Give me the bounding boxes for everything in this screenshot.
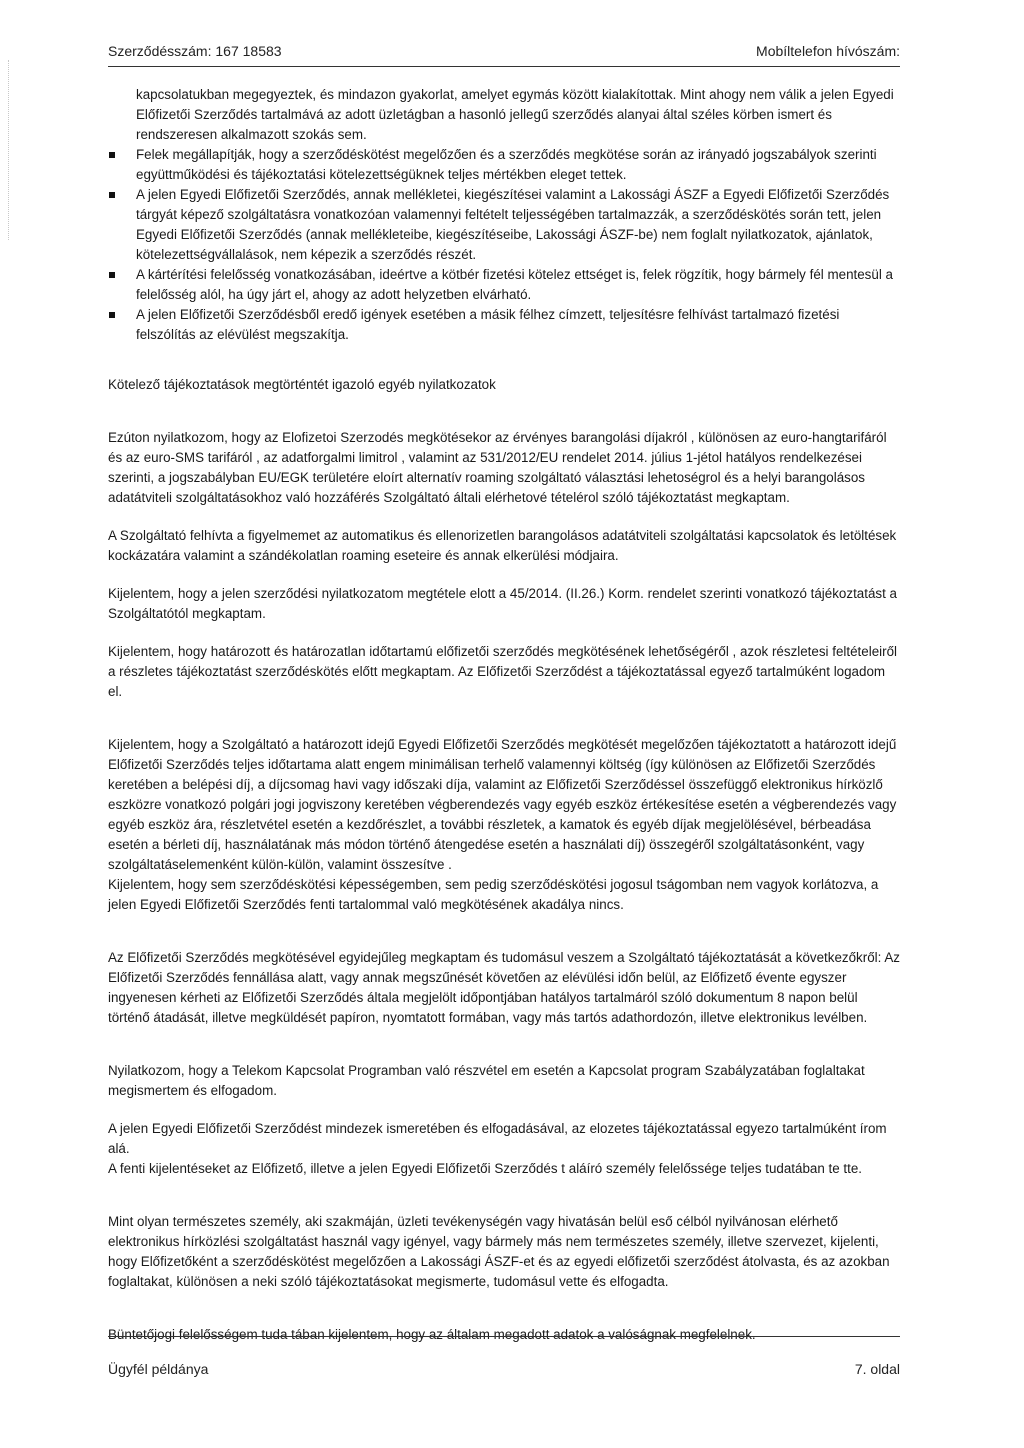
bullet-list xyxy=(108,145,900,345)
footer-divider xyxy=(108,1336,900,1337)
decree-statement: Kijelentem, hogy a jelen szerződési nyilatkozatom megtétele elott a 45/2014. (II.26.) Korm. rendelet szerinti vonatkozó tájékoztatást a Szolgáltatótól megkaptam. xyxy=(108,586,897,621)
cost-information-statement: Kijelentem, hogy a Szolgáltató a határozott idejű Egyedi Előfizetői Szerződés megkötését megelőzően tájékoztatott a határozott idejű Előfizetői Szerződés teljes időtartama alatt engem minimálisan terhelő valamennyi költség (így különösen az Előfizetői Szerződés keretében a belépési díj, a díjcsomag havi vagy időszaki díja, valamint az Előfizetői Szerződéssel összefüggő elektronikus hírközlő eszközre vonatkozó polgári jogi jogviszony keretében végberendezés vagy egyéb eszköz értékesítése esetén a végberendezés vagy egyéb eszköz ára, részletvétel esetén a kezdőrészlet, a további részletek, a kamatok és egyéb díjak megjelölésével, bérbeadása esetén a bérleti díj, használatának más módon történő átengedése esetén a használati díj) összegéről szolgáltatásonként, vagy szolgáltatáselemenként külön-külön, valamint összesítve . xyxy=(108,737,897,872)
acceptance-statement: A jelen Egyedi Előfizetői Szerződést mindezek ismeretében és elfogadásával, az elozetes tájékoztatással egyezo tartalmúként írom alá. xyxy=(108,1121,887,1156)
roaming-statement: Ezúton nyilatkozom, hogy az Elofizetoi Szerzodés megkötésekor az érvényes barangolási díjakról , különösen az euro-hangtarifáról és az euro-SMS tarifáról , az adatforgalmi limitrol , valamint az 531/2012/EU rendelet 2014. július 1-jétol hatályos rendelkezései szerinti, a jogszabályban EU/EGK területére eloírt alternatív roaming szolgáltató választási lehetoségrol és a helyi barangolásos adatátviteli szolgáltatásokhoz való hozzáférés Szolgáltató általi elérhetové tételérol szóló tájékoztatást megkaptam. xyxy=(108,430,887,505)
responsibility-statement: A fenti kijelentéseket az Előfizető, illetve a jelen Egyedi Előfizetői Szerződés t aláíró személy felelőssége teljes tudatában te tte. xyxy=(108,1161,863,1176)
page-number: 7. oldal xyxy=(854,1361,900,1377)
bullet-marker xyxy=(109,192,115,198)
intro-paragraph: kapcsolatukban megegyeztek, és mindazon gyakorlat, amelyet egymás között kialakítottak. Mint ahogy nem válik a jelen Egyedi Előfizetői Szerződés tartalmává az adott üzletágban a hasonló jellegű szerződés alanyai által széles körben ismert és rendszeresen alkalmazott szokás sem. xyxy=(136,87,894,142)
bullet-text: A kártérítési felelősség vonatkozásában, ideértve a kötbér fizetési kötelez ettséget is, felek rögzítik, hogy bármely fél mentesül a felelősség alól, ha úgy járt el, ahogy az adott helyzetben elvárható. xyxy=(136,267,893,302)
bullet-text: A jelen Egyedi Előfizetői Szerződés, annak mellékletei, kiegészítései valamint a Lakossági ÁSZF a Egyedi Előfizetői Szerződés tárgyát képező szolgáltatásra vonatkozóan valamennyi feltételt teljességében tartalmazzák, a szerződéskötés során tett, jelen Egyedi Előfizetői Szerződés (annak mellékleteibe, kiegészítéseibe, Lakossági ÁSZF-be) nem foglalt nyilatkozatok, ajánlatok, kötelezettségvállalások, nem képezik a szerződés részét. xyxy=(136,187,890,262)
phone-number-label: Mobíltelefon hívószám: xyxy=(756,43,900,59)
bullet-text: A jelen Előfizetői Szerződésből eredő igények esetében a másik félhez címzett, teljesítésre felhívást tartalmazó fizetési felszólítás az elévülést megszakítja. xyxy=(136,307,840,342)
document-request-statement: Az Előfizetői Szerződés megkötésével egyidejűleg megkaptam és tudomásul veszem a Szolgáltató tájékoztatását a következőkről: Az Előfizetői Szerződés fennállása alatt, vagy annak megszűnését követően az elévülési időn belül, az Előfizető évente egyszer ingyenesen kérheti az Előfizetői Szerződés általa megjelölt időpontjában hatályos tartalmáról szóló dokumentum 8 napon belül történő átadását, illetve megküldését papíron, nyomtatott formában, vagy más tartós adathordozón, illetve elektronikus levélben. xyxy=(108,950,900,1025)
page-header xyxy=(108,41,900,61)
bullet-marker xyxy=(109,312,115,318)
bullet-marker xyxy=(109,152,115,158)
header-divider xyxy=(108,66,900,67)
roaming-risk-statement: A Szolgáltató felhívta a figyelmemet az automatikus és ellenorizetlen barangolásos adatátviteli szolgáltatási kapcsolatok és letöltések kockázatára valamint a szándékolatlan roaming eseteire és annak elkerülési módjaira. xyxy=(108,528,897,563)
list-item xyxy=(108,145,900,185)
criminal-liability-statement: Büntetőjogi felelősségem tuda tában kijelentem, hogy az általam megadott adatok a valóságnak megfelelnek. xyxy=(108,1327,756,1342)
page-footer xyxy=(108,1359,900,1379)
capacity-statement: Kijelentem, hogy sem szerződéskötési képességemben, sem pedig szerződéskötési jogosul tságomban nem vagyok korlátozva, a jelen Egyedi Előfizetői Szerződés fenti tartalommal való megkötésének akadálya nincs. xyxy=(108,877,879,912)
list-item xyxy=(108,305,900,345)
bullet-text: Felek megállapítják, hogy a szerződéskötést megelőzően és a szerződés megkötése során az irányadó jogszabályok szerinti együttműködési és tájékoztatási kötelezettségüknek teljes mértékben eleget tettek. xyxy=(136,147,877,182)
bullet-marker xyxy=(109,272,115,278)
list-item xyxy=(108,265,900,305)
document-body xyxy=(108,85,900,1345)
copy-label: Ügyfél példánya xyxy=(108,1361,209,1377)
list-item xyxy=(108,185,900,265)
contract-term-statement: Kijelentem, hogy határozott és határozatlan időtartamú előfizetői szerződés megkötésének lehetőségéről , azok részletesi feltételeiről a részletes tájékoztatást szerződéskötés előtt megkaptam. Az Előfizetői Szerződést a tájékoztatással egyező tartalmúként logadom el. xyxy=(108,644,897,699)
section-title: Kötelező tájékoztatások megtörténtét igazoló egyéb nyilatkozatok xyxy=(108,377,496,392)
margin-dotted-line xyxy=(8,60,9,240)
program-statement: Nyilatkozom, hogy a Telekom Kapcsolat Programban való részvétel em esetén a Kapcsolat program Szabályzatában foglaltakat megismertem és elfogadom. xyxy=(108,1063,865,1098)
business-user-statement: Mint olyan természetes személy, aki szakmáján, üzleti tevékenységén vagy hivatásán belül eső célból nyilvánosan elérhető elektronikus hírközlési szolgáltatást használ vagy igényel, vagy bármely más nem természetes személy, illetve szervezet, kijelenti, hogy Előfizetőként a szerződéskötést megelőzően a Lakossági ÁSZF-et és az egyedi előfizetői szerződést átolvasta, és az azokban foglaltakat, különösen a neki szóló tájékoztatásokat megismerte, tudomásul vette és elfogadta. xyxy=(108,1214,890,1289)
contract-number: Szerződésszám: 167 18583 xyxy=(108,43,282,59)
